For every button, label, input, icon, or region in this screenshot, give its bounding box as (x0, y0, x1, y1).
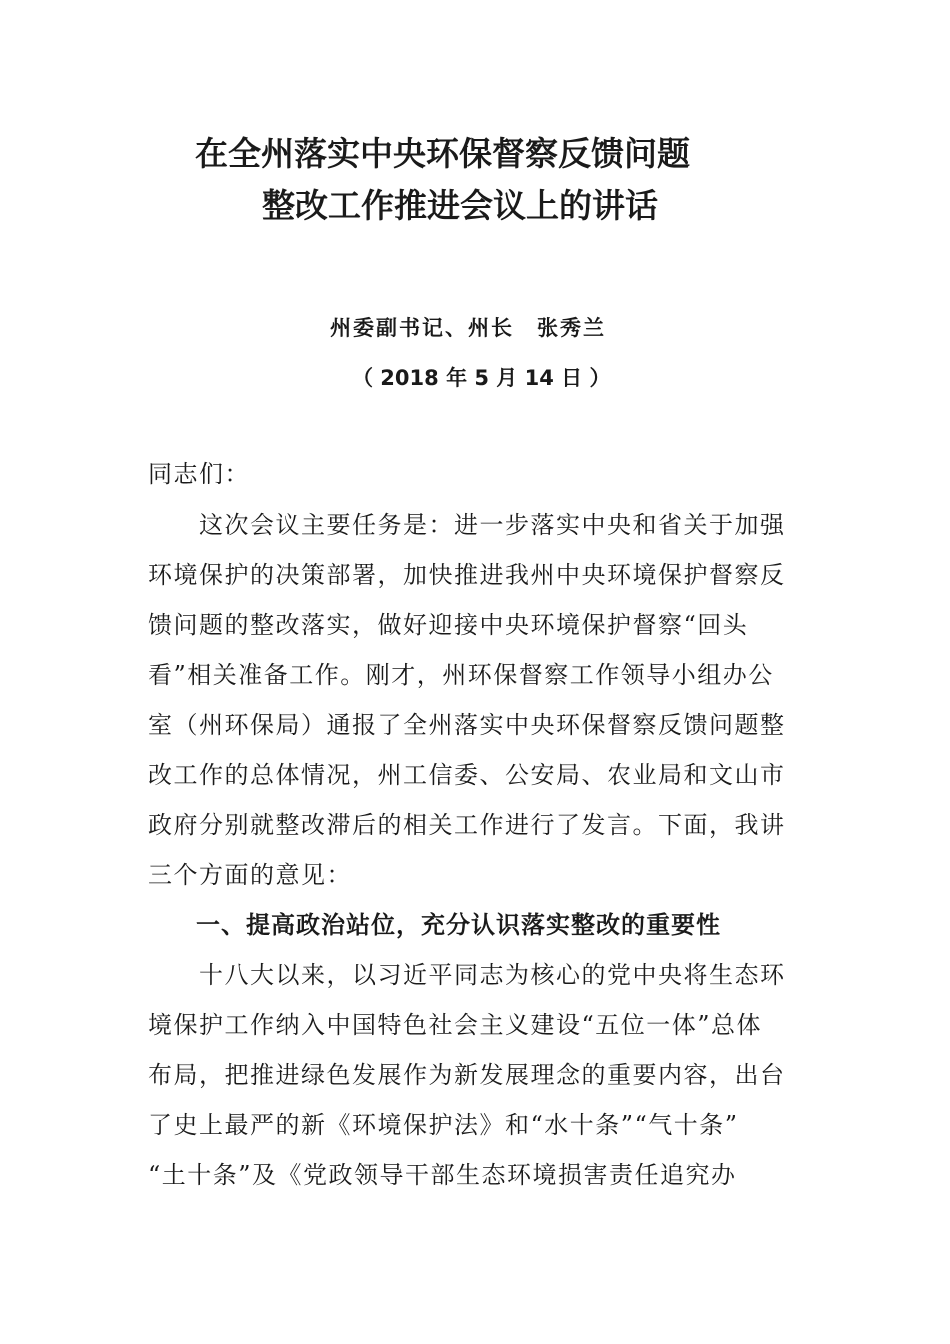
date-line: （ 2018 年 5 月 14 日 ） (352, 366, 611, 390)
document-title-line-2: 整改工作推进会议上的讲话 (262, 186, 658, 225)
salutation: 同志们： (148, 460, 250, 488)
paragraph-1-line: 室（州环保局）通报了全州落实中央环保督察反馈问题整 (148, 711, 786, 739)
paragraph-1-line: 环境保护的决策部署，加快推进我州中央环境保护督察反 (148, 561, 786, 589)
paragraph-1-line: 馈问题的整改落实，做好迎接中央环境保护督察“回头 (148, 611, 749, 639)
paragraph-2-line: “土十条”及《党政领导干部生态环境损害责任追究办 (148, 1161, 737, 1189)
paragraph-1-line: 三个方面的意见： (148, 861, 352, 889)
paragraph-2-line: 境保护工作纳入中国特色社会主义建设“五位一体”总体 (148, 1011, 763, 1039)
paragraph-1-line: 看”相关准备工作。刚才，州环保督察工作领导小组办公 (148, 661, 774, 689)
document-title-line-1: 在全州落实中央环保督察反馈问题 (195, 134, 690, 173)
paragraph-2-line: 十八大以来，以习近平同志为核心的党中央将生态环 (148, 961, 786, 989)
section-1-heading: 一、提高政治站位，充分认识落实整改的重要性 (196, 911, 721, 939)
paragraph-1-line: 改工作的总体情况，州工信委、公安局、农业局和文山市 (148, 761, 786, 789)
author-line: 州委副书记、州长 张秀兰 (330, 315, 606, 340)
paragraph-2-line: 布局，把推进绿色发展作为新发展理念的重要内容，出台 (148, 1061, 786, 1089)
paragraph-1-line: 政府分别就整改滞后的相关工作进行了发言。下面，我讲 (148, 811, 786, 839)
paragraph-2-line: 了史上最严的新《环境保护法》和“水十条”“气十条” (148, 1111, 739, 1139)
paragraph-1-line: 这次会议主要任务是：进一步落实中央和省关于加强 (148, 511, 786, 539)
